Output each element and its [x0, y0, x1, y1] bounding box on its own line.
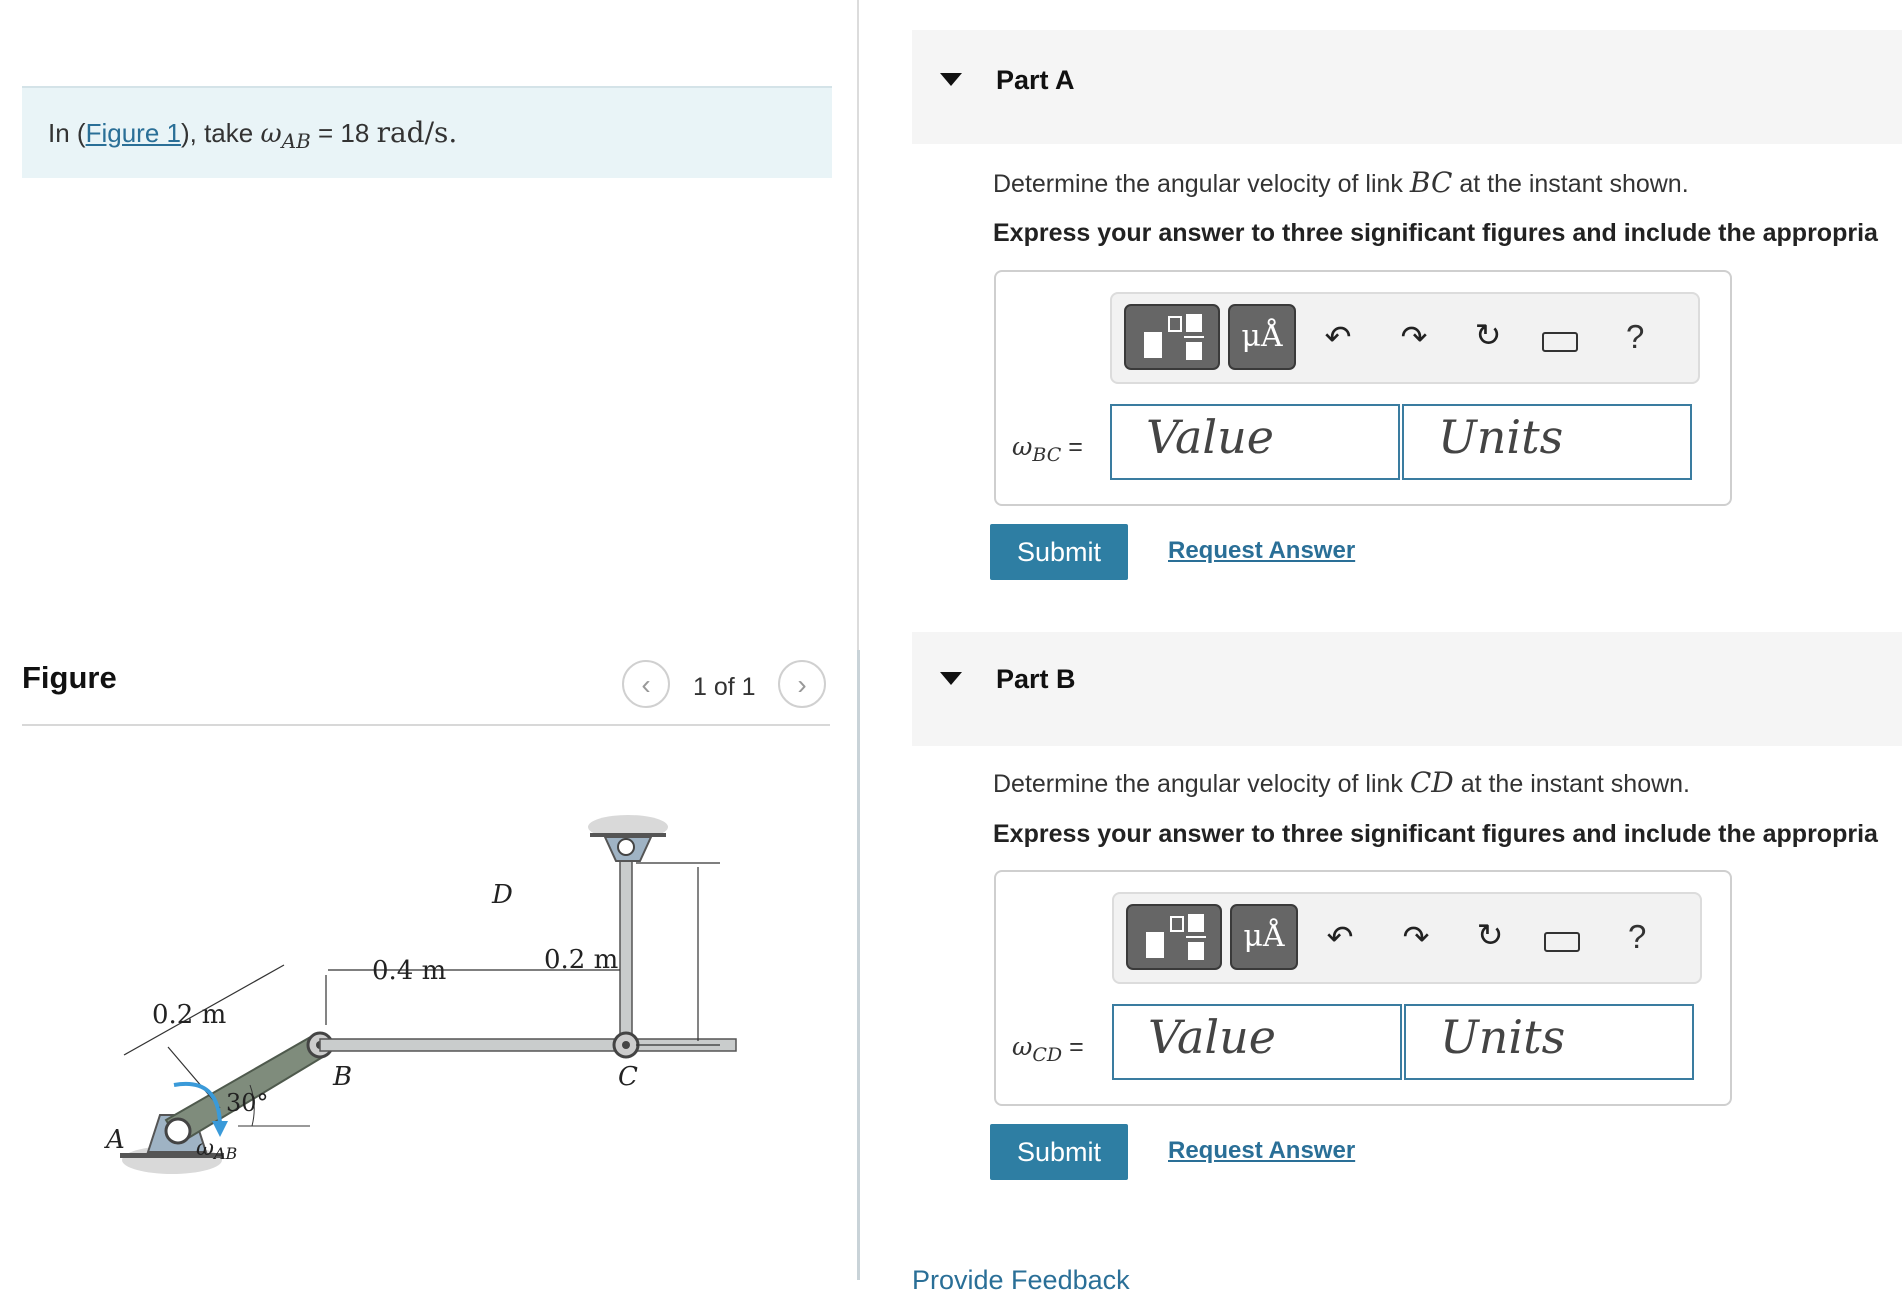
template-icon-small	[1170, 916, 1184, 932]
value-input[interactable]	[1112, 1004, 1402, 1080]
omega-bc-label	[1012, 432, 1083, 466]
help-icon[interactable]: ?	[1628, 918, 1647, 955]
fraction-template-button[interactable]	[1126, 904, 1222, 970]
provide-feedback-link[interactable]: Provide Feedback	[912, 1265, 1130, 1295]
question-text-end: at the instant shown.	[1453, 770, 1691, 798]
part-b-title: Part B	[996, 664, 1076, 694]
template-icon-small	[1168, 316, 1182, 332]
part-b-question	[993, 766, 1690, 799]
label-a: A	[106, 1125, 125, 1155]
reset-icon[interactable]: ↻	[1476, 917, 1504, 953]
intro-middle: ), take	[180, 118, 261, 148]
submit-button[interactable]: Submit	[990, 524, 1128, 580]
pin-c-center	[622, 1041, 630, 1049]
template-icon-numerator	[1186, 314, 1202, 332]
label-omega: ωAB	[196, 1136, 238, 1163]
units-placeholder: Units	[1440, 1010, 1566, 1064]
label-len-cd: 0.2 m	[544, 945, 619, 975]
intro-prefix: In (	[48, 118, 86, 148]
question-text: Determine the angular velocity of link	[993, 170, 1410, 198]
units-input[interactable]	[1402, 404, 1692, 480]
label-d: D	[492, 880, 513, 910]
omega-subscript: BC	[1032, 444, 1062, 466]
chevron-left-icon: ‹	[641, 669, 651, 700]
template-icon-denominator	[1186, 342, 1202, 360]
omega-symbol: ω	[1012, 1032, 1033, 1061]
template-icon-bar	[1186, 936, 1206, 938]
figure-link[interactable]: Figure 1	[85, 118, 181, 148]
question-variable: BC	[1409, 166, 1453, 199]
equals-sign: =	[1061, 433, 1083, 461]
value-input[interactable]	[1110, 404, 1400, 480]
mechanism-figure	[100, 815, 760, 1215]
figure-counter: 1 of 1	[693, 673, 756, 701]
collapse-caret-icon[interactable]	[940, 73, 962, 86]
link-cd	[620, 861, 632, 1045]
undo-icon[interactable]: ↶	[1326, 919, 1354, 955]
template-icon-bar	[1184, 336, 1204, 338]
template-icon-numerator	[1188, 914, 1204, 932]
template-icon	[1146, 932, 1164, 958]
question-text-end: at the instant shown.	[1452, 170, 1689, 198]
part-a-title: Part A	[996, 65, 1075, 95]
label-len-bc: 0.4 m	[372, 956, 447, 986]
label-b: B	[333, 1062, 353, 1092]
value-placeholder: Value	[1148, 1010, 1276, 1064]
pin-a	[166, 1119, 190, 1143]
part-a-question	[993, 166, 1689, 199]
question-text: Determine the angular velocity of link	[993, 770, 1410, 798]
omega-arrowhead	[212, 1121, 228, 1137]
figure-divider	[22, 724, 830, 726]
collapse-caret-icon[interactable]	[940, 672, 962, 685]
pin-d	[618, 839, 634, 855]
template-icon-denominator	[1188, 942, 1204, 960]
request-answer-link[interactable]: Request Answer	[1168, 537, 1356, 564]
figure-title: Figure	[22, 660, 117, 695]
part-b-instruction: Express your answer to three significant figures and include the appropria	[993, 820, 1878, 848]
template-icon	[1144, 332, 1162, 358]
question-variable: CD	[1409, 766, 1454, 799]
label-c: C	[618, 1062, 638, 1092]
next-figure-button[interactable]	[778, 660, 826, 708]
intro-unit: rad/s.	[376, 116, 458, 149]
units-input[interactable]	[1404, 1004, 1694, 1080]
pane-scroll-track[interactable]	[857, 650, 860, 1280]
omega-subscript: AB	[281, 129, 311, 153]
undo-icon[interactable]: ↶	[1324, 319, 1352, 355]
submit-button[interactable]: Submit	[990, 1124, 1128, 1180]
value-placeholder: Value	[1146, 410, 1274, 464]
omega-cd-label	[1012, 1032, 1084, 1066]
chevron-right-icon: ›	[797, 669, 807, 700]
help-icon[interactable]: ?	[1626, 318, 1645, 355]
intro-text	[48, 116, 457, 153]
prev-figure-button[interactable]	[622, 660, 670, 708]
units-placeholder: Units	[1438, 410, 1564, 464]
keyboard-icon[interactable]	[1544, 932, 1580, 952]
redo-icon[interactable]: ↷	[1400, 319, 1428, 355]
equals-sign: =	[1062, 1033, 1084, 1061]
keyboard-icon[interactable]	[1542, 332, 1578, 352]
reset-icon[interactable]: ↻	[1474, 317, 1502, 353]
fraction-template-button[interactable]	[1124, 304, 1220, 370]
omega-symbol: ω	[1012, 432, 1033, 461]
request-answer-link[interactable]: Request Answer	[1168, 1137, 1356, 1164]
redo-icon[interactable]: ↷	[1402, 919, 1430, 955]
units-symbol-button[interactable]: μÅ	[1228, 304, 1296, 370]
label-angle: 30°	[226, 1089, 269, 1117]
intro-value: = 18	[310, 118, 377, 148]
part-a-instruction: Express your answer to three significant figures and include the appropria	[993, 219, 1878, 247]
omega-symbol: ω	[260, 119, 282, 149]
units-symbol-button[interactable]: μÅ	[1230, 904, 1298, 970]
omega-subscript: CD	[1032, 1044, 1063, 1066]
label-len-ab: 0.2 m	[152, 1000, 227, 1030]
